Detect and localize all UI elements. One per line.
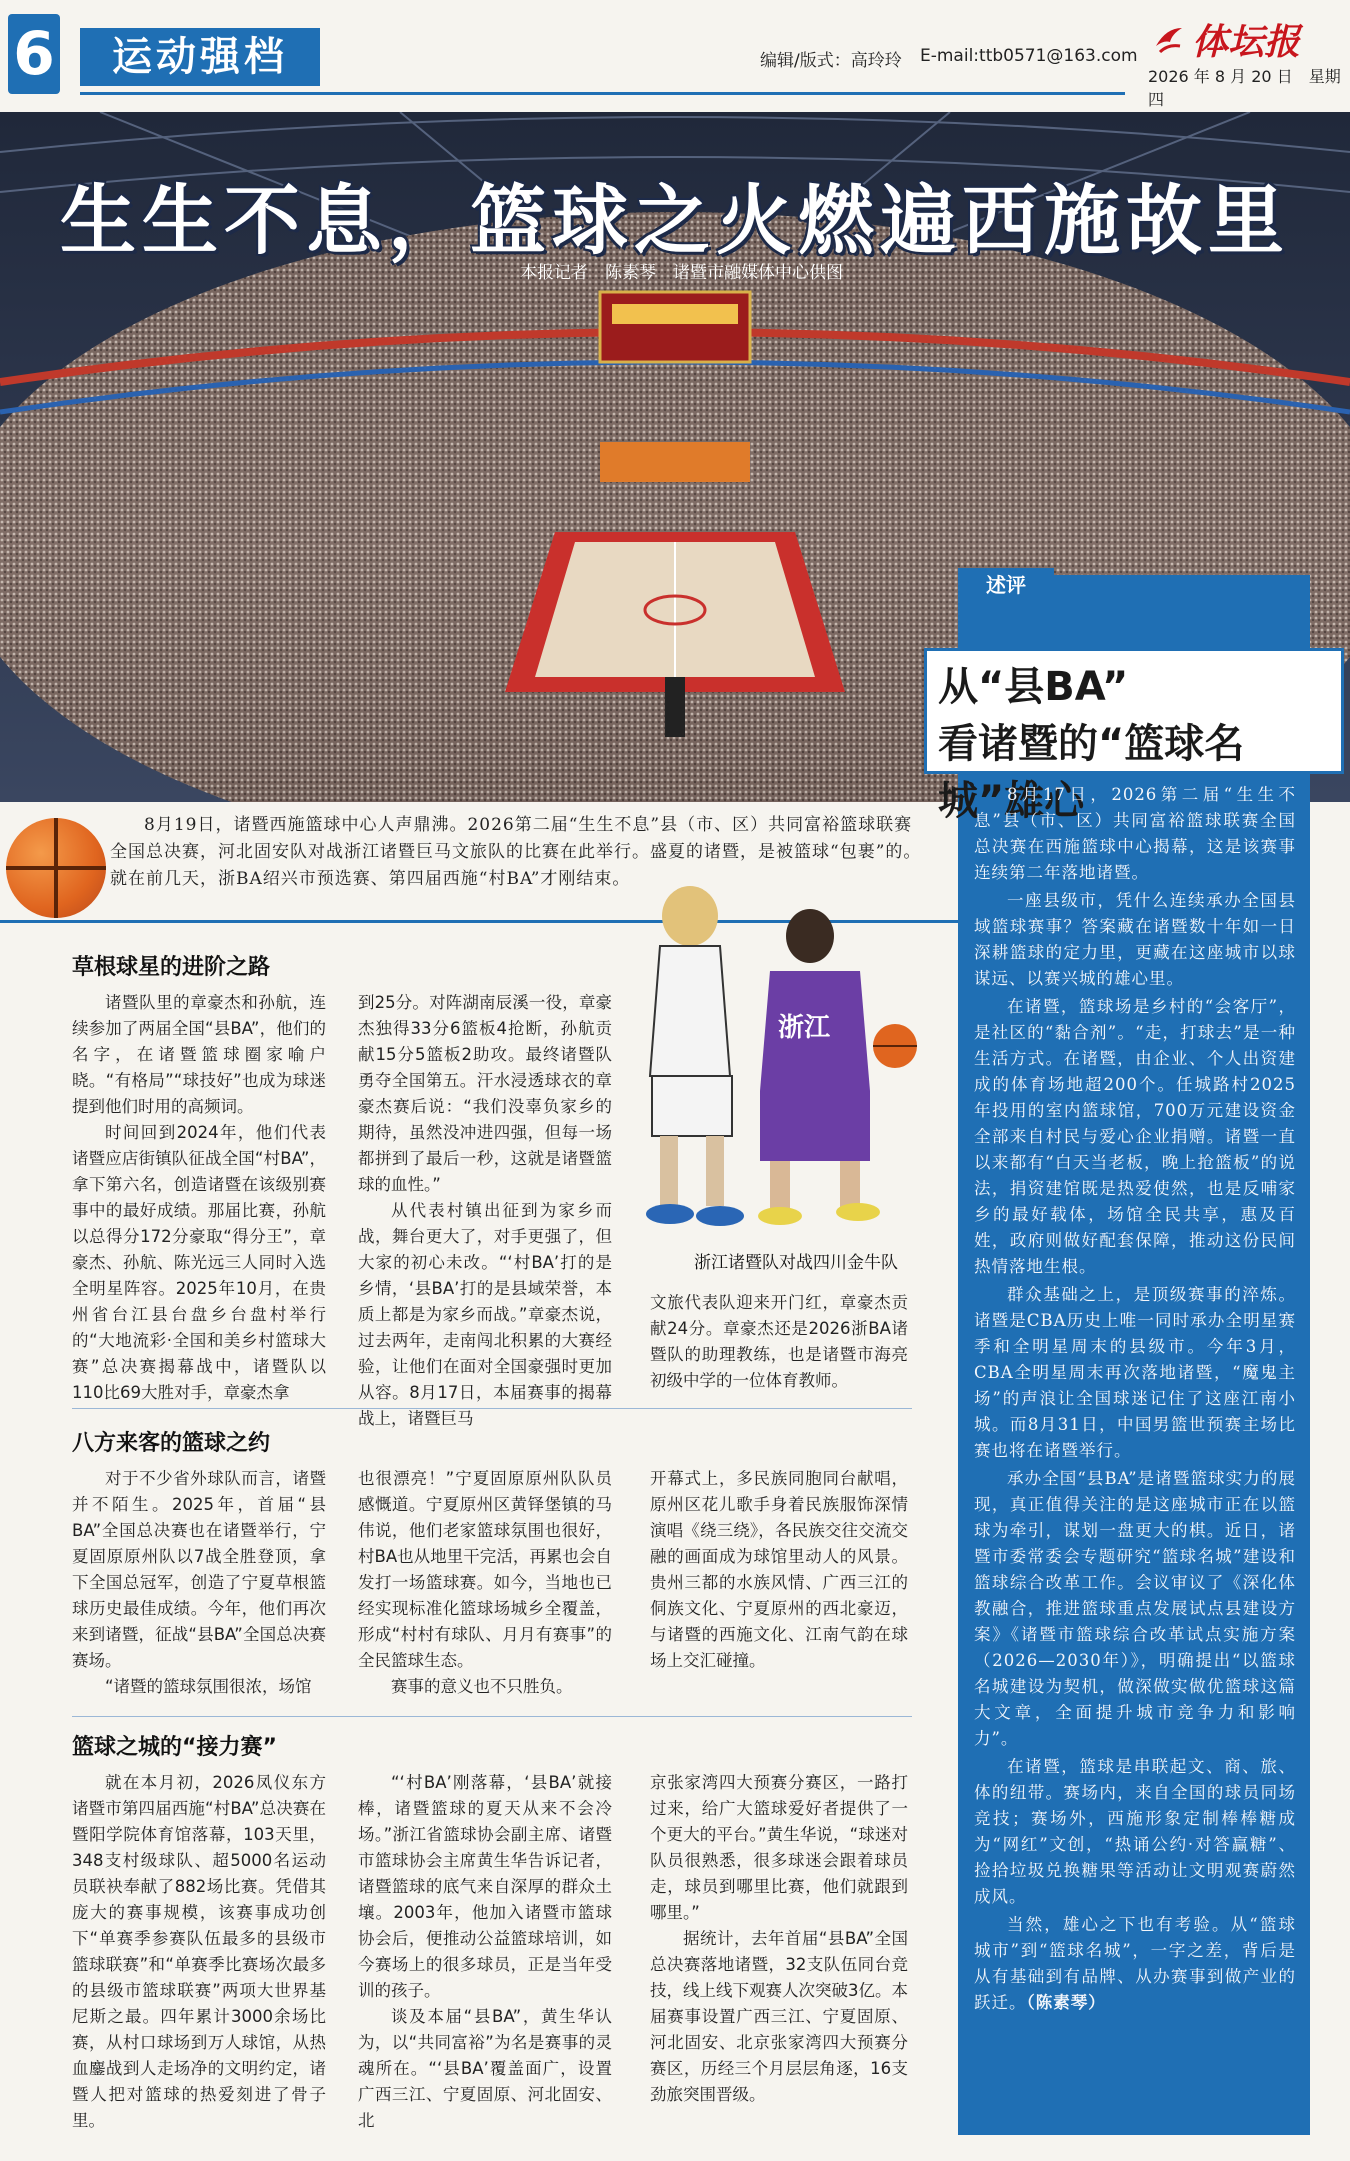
commentary-title: 从“县BA”	[938, 664, 1129, 710]
author-signature: （陈素琴）	[1026, 1993, 1106, 2012]
article-column	[358, 1466, 612, 1700]
section-divider	[72, 1716, 912, 1717]
page-number: 6	[8, 14, 60, 94]
byline: 本报记者 陈素琴 诸暨市融媒体中心供图	[520, 263, 843, 283]
newspaper-logo: 体坛报	[1192, 21, 1301, 63]
paragraph: “‘村BA’刚落幕，‘县BA’就接棒，诸暨篮球的夏天从来不会冷场。”浙江省篮球协会副主席、诸暨市篮球协会主席黄生华告诉记者，诸暨篮球的底气来自深厚的群众土壤。2003年，他加入诸暨市篮球协会后，便推动公益篮球培训，如今赛场上的很多球员，正是当年受训的孩子。	[358, 1773, 612, 2000]
paragraph: 文旅代表队迎来开门红，章豪杰贡献24分。章豪杰还是2026浙BA诸暨队的助理教练，也是诸暨市海亮初级中学的一位体育教师。	[650, 1293, 908, 1390]
lead-paragraph: 8月19日，诸暨西施篮球中心人声鼎沸。2026第二届“生生不息”县（市、区）共同富裕篮球联赛全国总决赛，河北固安队对战浙江诸暨巨马文旅队的比赛在此举行。盛夏的诸暨，是被篮球“包裹”的。就在前几天，浙BA绍兴市预选赛、第四届西施“村BA”才刚结束。	[110, 815, 922, 889]
paragraph: 从代表村镇出征到为家乡而战，舞台更大了，对手更强了，但大家的初心未改。“‘村BA’打的是乡情，‘县BA’打的是县域荣誉，本质上都是为家乡而战。”章豪杰说，过去两年，走南闯北积累的大赛经验，让他们在面对全国豪强时更加从容。8月17日，本届赛事的揭幕战上，诸暨巨马	[358, 1201, 612, 1428]
paragraph: 京张家湾四大预赛分赛区，一路打过来，给广大篮球爱好者提供了一个更大的平台。”黄生华说，“球迷对队员很熟悉，很多球迷会跟着球员走，球员到哪里比赛，他们就跟到哪里。”	[650, 1773, 908, 1922]
jersey-text: 浙江	[778, 1013, 831, 1043]
newspaper-logo-icon	[1152, 22, 1186, 56]
commentary-tag: 述评	[958, 568, 1054, 602]
article-column	[650, 1290, 908, 1394]
paragraph: 到25分。对阵湖南辰溪一役，章豪杰独得33分6篮板4抢断，孙航贡献15分5篮板2助攻。最终诸暨队勇夺全国第五。汗水浸透球衣的章豪杰赛后说：“我们没辜负家乡的期待，虽然没冲进四强，但每一场都拼到了最后一秒，这就是诸暨篮球的血性。”	[358, 993, 612, 1194]
article-column	[358, 1770, 612, 2134]
article-column	[72, 1770, 326, 2134]
section-heading: 篮球之城的“接力赛”	[72, 1735, 277, 1760]
header-rule	[80, 92, 1125, 95]
paragraph: 谈及本届“县BA”，黄生华认为，以“共同富裕”为名是赛事的灵魂所在。“‘县BA’覆盖面广，设置广西三江、宁夏固原、河北固安、北	[358, 2007, 612, 2130]
article-column	[72, 1466, 326, 1700]
paragraph: 在诸暨，篮球是串联起文、商、旅、体的纽带。赛场内，来自全国的球员同场竞技；赛场外，西施形象定制棒棒糖成为“网红”文创，“热诵公约·对答赢糖”、捡拾垃圾兑换糖果等活动让文明观赛蔚然成风。	[974, 1757, 1296, 1906]
issue-date: 2026 年 8 月 20 日 星期四	[1148, 67, 1341, 109]
paragraph: 据统计，去年首届“县BA”全国总决赛落地诸暨，32支队伍同台竞技，线上线下观赛人次突破3亿。本届赛事设置广西三江、宁夏固原、河北固安、北京张家湾四大预赛分赛区，历经三个月层层角逐，16支劲旅突围晋级。	[650, 1929, 908, 2104]
paragraph	[974, 1912, 1296, 2016]
game-photo	[620, 876, 950, 1240]
paragraph: 群众基础之上，是顶级赛事的淬炼。诸暨是CBA历史上唯一同时承办全明星赛季和全明星周末的县级市。今年3月，CBA全明星周末再次落地诸暨，“魔鬼主场”的声浪让全国球迷记住了这座江南小城。而8月31日，中国男篮世预赛主场比赛也将在诸暨举行。	[974, 1285, 1296, 1460]
section-heading: 草根球星的进阶之路	[72, 955, 271, 980]
section-divider	[72, 1408, 912, 1409]
article-column	[650, 1770, 908, 2108]
section-title: 运动强档	[80, 28, 320, 86]
paragraph: 诸暨队里的章豪杰和孙航，连续参加了两届全国“县BA”，他们的名字，在诸暨篮球圈家喻户晓。“有格局”“球技好”也成为球迷提到他们时用的高频词。	[72, 993, 326, 1116]
paragraph: 时间回到2024年，他们代表诸暨应店街镇队征战全国“村BA”，拿下第六名，创造诸暨在该级别赛事中的最好成绩。那届比赛，孙航以总得分172分豪取“得分王”，章豪杰、孙航、陈光远三人同时入选全明星阵容。2025年10月，在贵州省台江县台盘乡台盘村举行的“大地流彩·全国和美乡村篮球大赛”总决赛揭幕战中，诸暨队以110比69大胜对手，章豪杰拿	[72, 1123, 326, 1402]
paragraph: 赛事的意义也不只胜负。	[391, 1677, 573, 1696]
paragraph-text: 当然，雄心之下也有考验。从“篮球城市”到“篮球名城”，一字之差，背后是从有基础到有品牌、从办赛事到做产业的跃迁。	[974, 1915, 1296, 2012]
article-column	[650, 1466, 908, 1674]
paragraph: 开幕式上，多民族同胞同台献唱，原州区花儿歌手身着民族服饰深情演唱《绕三绕》，各民族交往交流交融的画面成为球馆里动人的风景。贵州三都的水族风情、广西三江的侗族文化、宁夏原州的西北豪迈，与诸暨的西施文化、江南气韵在球场上交汇碰撞。	[650, 1469, 908, 1670]
paragraph: 就在本月初，2026凤仪东方诸暨市第四届西施“村BA”总决赛在暨阳学院体育馆落幕，103天里，348支村级球队、超5000名运动员联袂奉献了882场比赛。凭借其庞大的赛事规模，该赛事成功创下“单赛季参赛队伍最多的县级市篮球联赛”和“单赛季比赛场次最多的县级市篮球联赛”两项大世界基尼斯之最。四年累计3000余场比赛，从村口球场到万人球馆，从热血鏖战到人走场净的文明约定，诸暨人把对篮球的热爱刻进了骨子里。	[72, 1773, 326, 2130]
paragraph: 承办全国“县BA”是诸暨篮球实力的展现，真正值得关注的是这座城市正在以篮球为牵引，谋划一盘更大的棋。近日，诸暨市委常委会专题研究“篮球名城”建设和篮球综合改革工作。会议审议了《深化体教融合，推进篮球重点发展试点县建设方案》《诸暨市篮球综合改革试点实施方案（2026—2030年）》，明确提出“以篮球名城建设为契机，做深做实做优篮球这篇大文章，全面提升城市竞争力和影响力”。	[974, 1469, 1296, 1748]
section-heading: 八方来客的篮球之约	[72, 1431, 271, 1456]
paragraph: 8月17日，2026第二届“生生不息”县（市、区）共同富裕篮球联赛全国总决赛在西施篮球中心揭幕，这是该赛事连续第二年落地诸暨。	[974, 785, 1296, 882]
basketball-icon	[6, 818, 106, 918]
photo-caption: 浙江诸暨队对战四川金牛队	[694, 1253, 898, 1273]
paragraph: “诸暨的篮球氛围很浓，场馆	[105, 1677, 312, 1696]
paragraph: 对于不少省外球队而言，诸暨并不陌生。2025年，首届“县BA”全国总决赛也在诸暨举行，宁夏固原原州队以7战全胜登顶，拿下全国总冠军，创造了宁夏草根篮球历史最佳成绩。今年，他们再次来到诸暨，征战“县BA”全国总决赛赛场。	[72, 1469, 326, 1670]
page-headline: 生生不息，篮球之火燃遍西施故里	[60, 176, 1290, 265]
paragraph: 在诸暨，篮球场是乡村的“会客厅”，是社区的“黏合剂”。“走，打球去”是一种生活方式。在诸暨，由企业、个人出资建成的体育场地超200个。任城路村2025年投用的室内篮球馆，700万元建设资金全部来自村民与爱心企业捐赠。诸暨一直以来都有“白天当老板，晚上抢篮板”的说法，捐资建馆既是热爱使然，也是反哺家乡的最好载体，场馆全民共享，惠及百姓，政府则做好配套保障，推动这份民间热情落地生根。	[974, 997, 1296, 1276]
paragraph: 也很漂亮！”宁夏固原原州队队员感慨道。宁夏原州区黄铎堡镇的马伟说，他们老家篮球氛围也很好，村BA也从地里干完活，再累也会自发打一场篮球赛。如今，当地也已经实现标准化篮球场城乡全覆盖，形成“村村有球队、月月有赛事”的全民篮球生态。	[358, 1469, 612, 1670]
paragraph: 一座县级市，凭什么连续承办全国县域篮球赛事？答案藏在诸暨数十年如一日深耕篮球的定力里，更藏在这座城市以球谋远、以赛兴城的雄心里。	[974, 891, 1296, 988]
editor-email[interactable]: E-mail:ttb0571@163.com	[920, 46, 1138, 66]
article-column	[358, 990, 612, 1432]
article-column	[72, 990, 326, 1406]
commentary-subtitle: 看诸暨的“篮球名城”雄心	[938, 721, 1245, 824]
editor-credit: 编辑/版式：高玲玲	[760, 51, 902, 71]
commentary-body	[974, 782, 1296, 2018]
